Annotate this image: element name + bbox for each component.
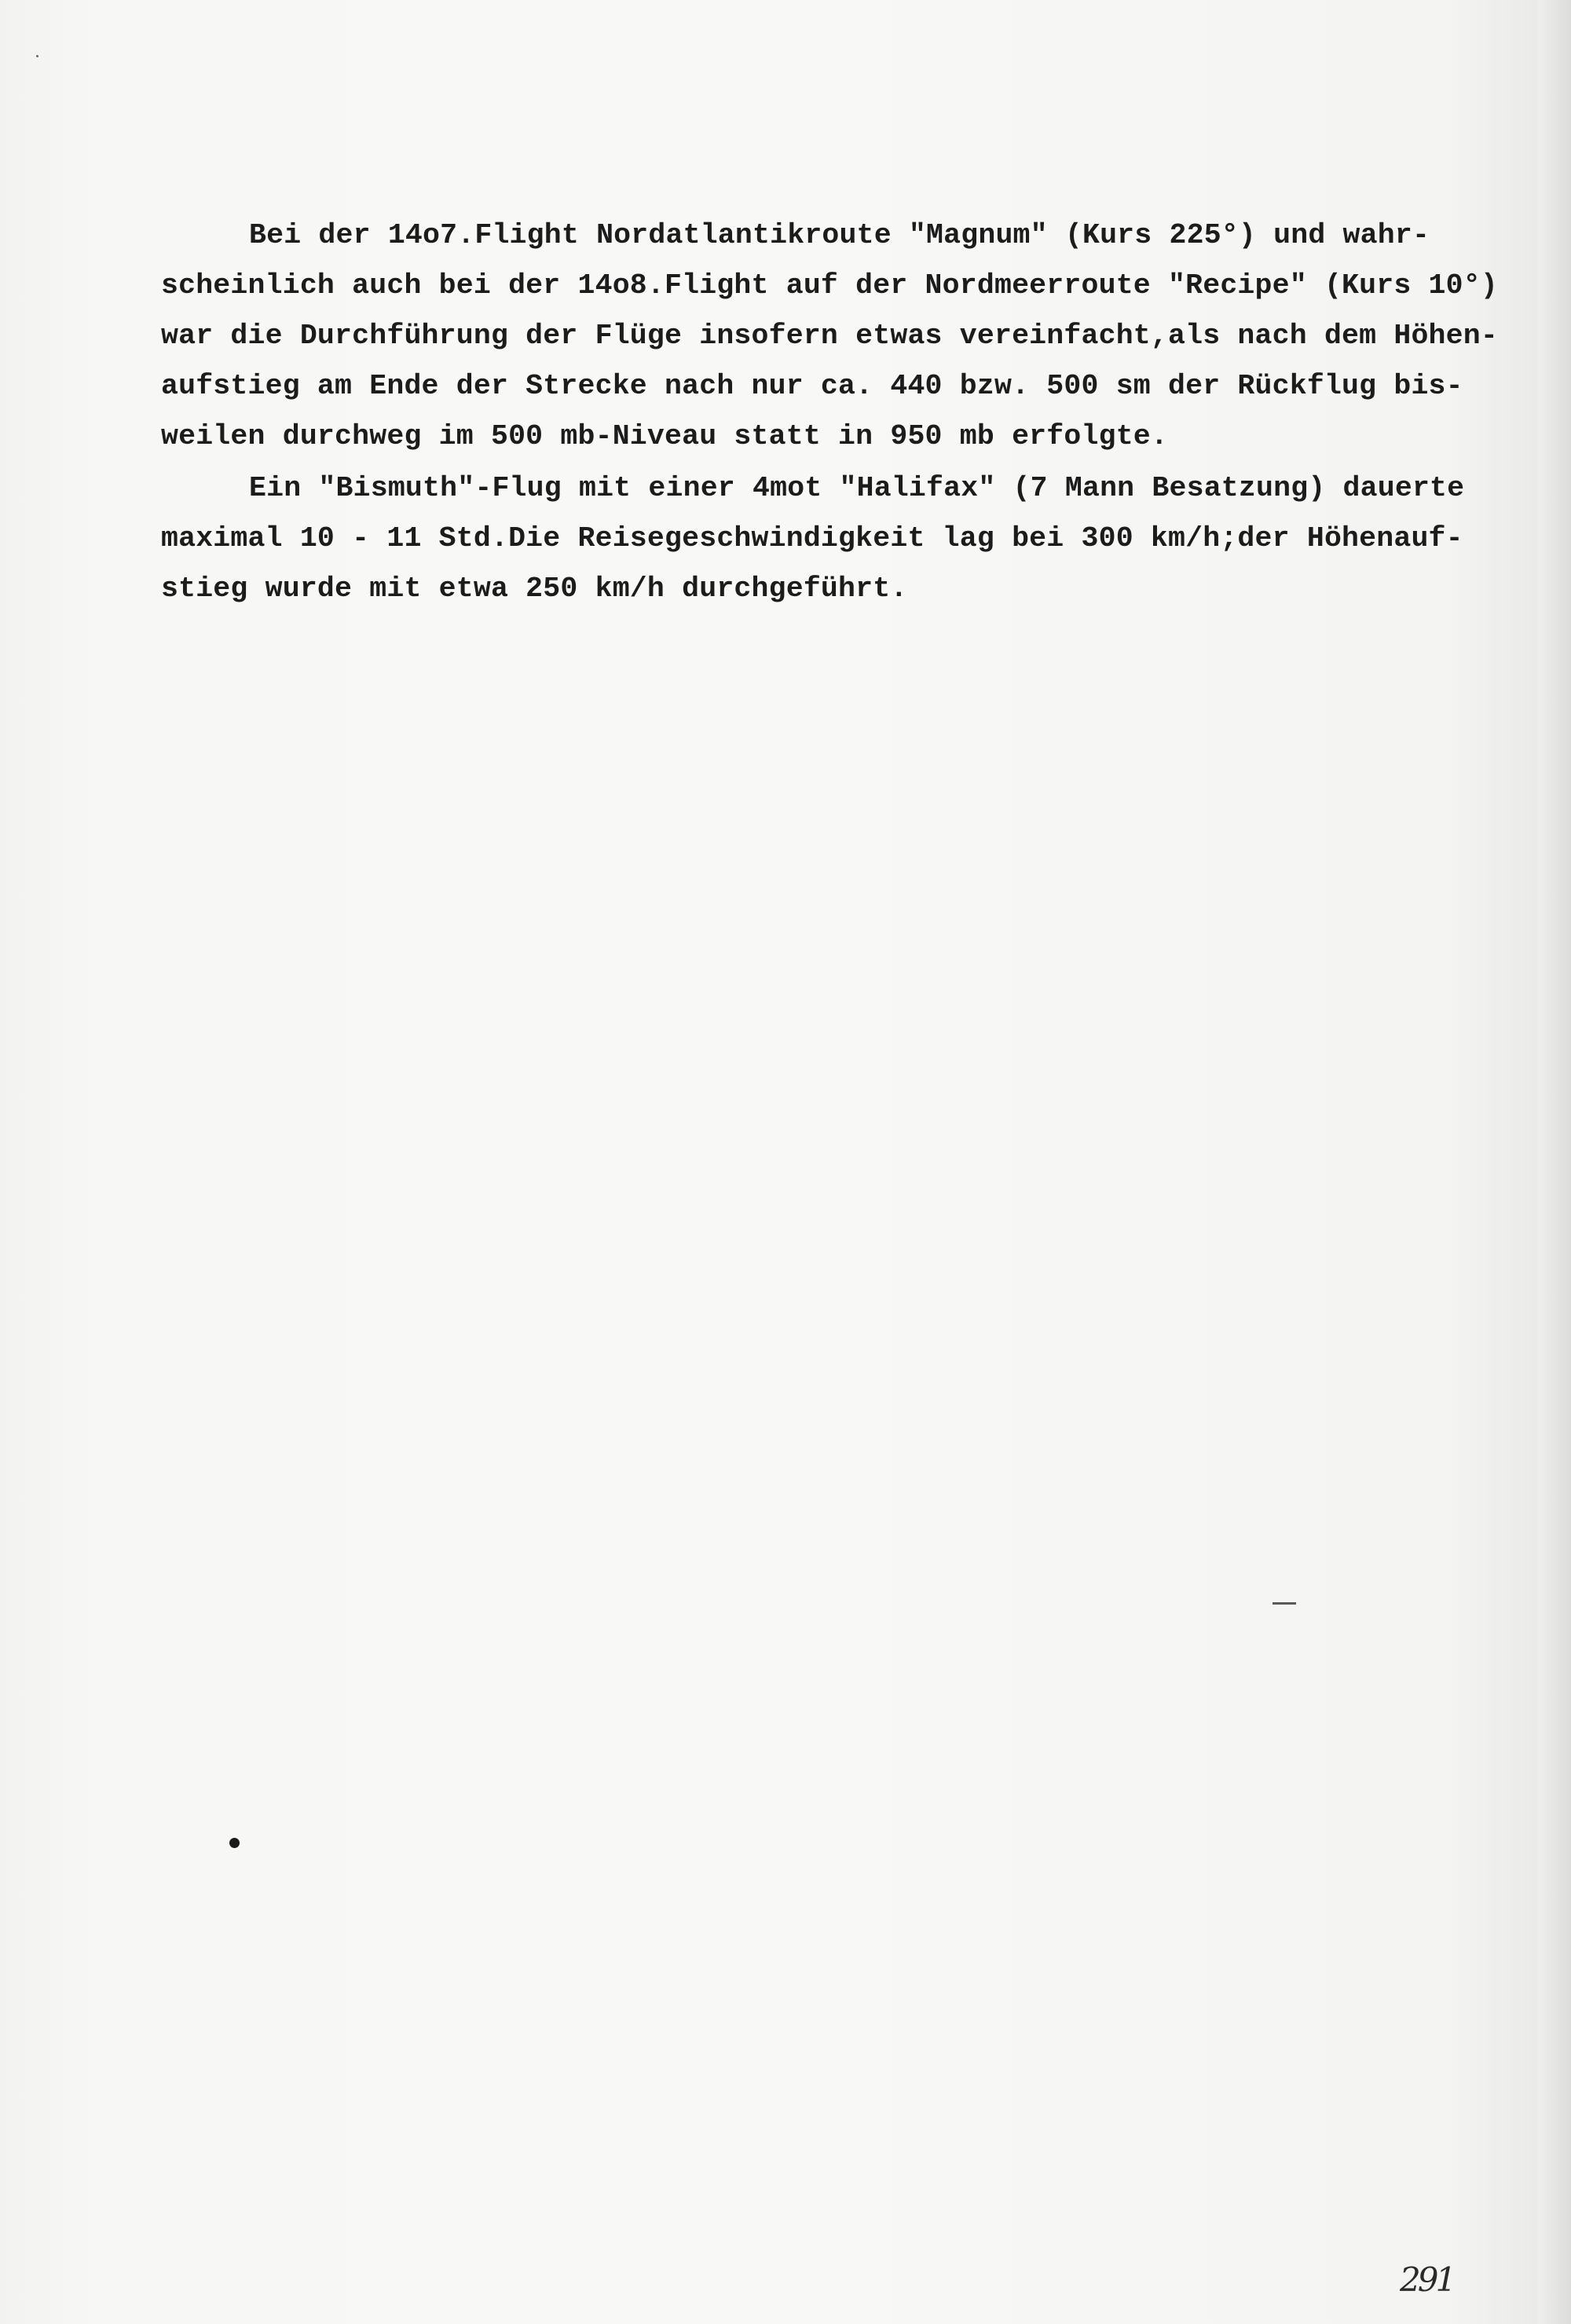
scan-speck [36, 55, 38, 57]
text-line: weilen durchweg im 500 mb-Niveau statt in 950 mb erfolgte. [161, 420, 1169, 452]
text-line: war die Durchführung der Flüge insofern etwas vereinfacht,als nach dem Höhen- [161, 320, 1498, 352]
pen-mark [1273, 1602, 1296, 1605]
page-number: 291 [1400, 2260, 1454, 2299]
text-line: Ein "Bismuth"-Flug mit einer 4mot "Halifax" (7 Mann Besatzung) dauerte [249, 472, 1465, 504]
text-line: Bei der 14o7.Flight Nordatlantikroute "Magnum" (Kurs 225°) und wahr- [249, 219, 1430, 251]
bullet-mark [229, 1838, 240, 1848]
paragraph-2 [161, 463, 1496, 614]
page-edge-shadow [1538, 0, 1571, 2324]
body-text [161, 210, 1496, 614]
text-line: aufstieg am Ende der Strecke nach nur ca. 440 bzw. 500 sm der Rückflug bis- [161, 370, 1463, 402]
text-line: maximal 10 - 11 Std.Die Reisegeschwindigkeit lag bei 300 km/h;der Höhenauf- [161, 522, 1463, 554]
paragraph-1 [161, 210, 1496, 462]
text-line: stieg wurde mit etwa 250 km/h durchgeführt. [161, 573, 908, 605]
text-line: scheinlich auch bei der 14o8.Flight auf der Nordmeerroute "Recipe" (Kurs 10°) [161, 269, 1498, 302]
